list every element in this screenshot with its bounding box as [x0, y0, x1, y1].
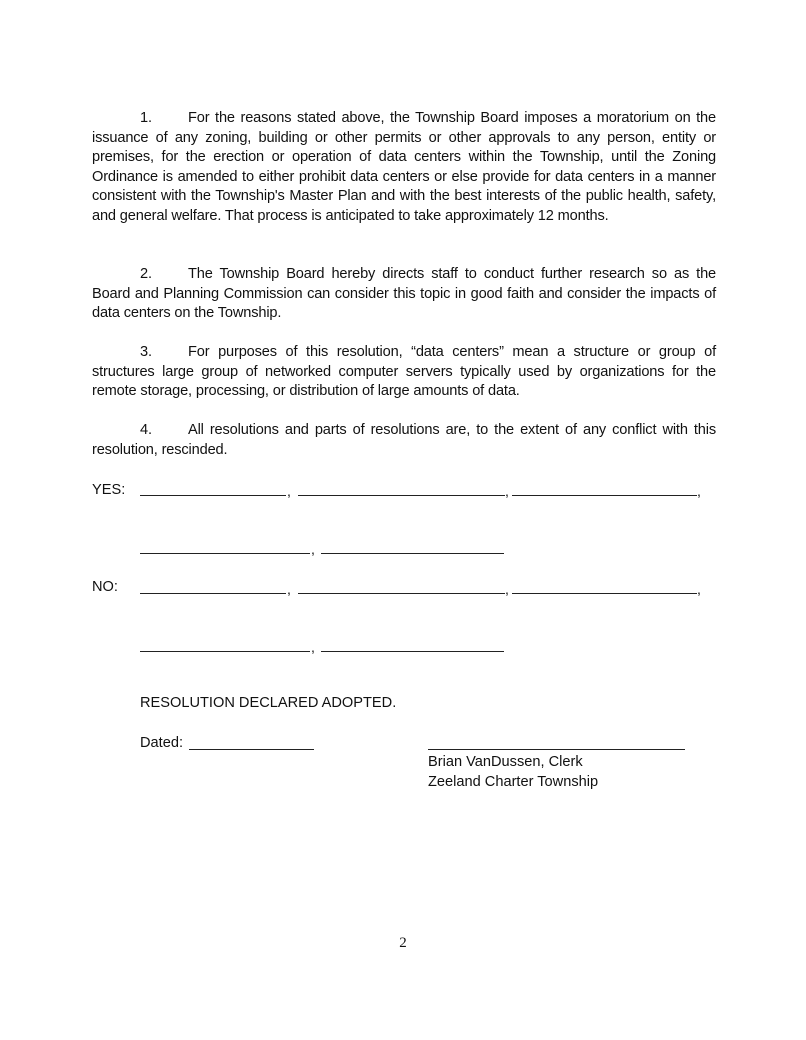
dated-blank[interactable]: [189, 749, 314, 750]
dated-label: Dated:: [140, 735, 183, 751]
resolution-adopted-statement: RESOLUTION DECLARED ADOPTED.: [140, 695, 397, 711]
yes-vote-blank-5[interactable]: [321, 553, 504, 554]
paragraph-text: For the reasons stated above, the Township Board imposes a moratorium on the issuance of any zoning, building or other permits or other approvals to any person, entity or premises, for the erection or operation of data centers within the Township, until the Zoning Ordinance is amended to either prohibit data centers or else provide for data centers in a manner consistent with the Township's Master Plan and with the best interests of the public health, safety, and general welfare. That process is anticipated to take approximately 12 months.: [92, 110, 716, 224]
no-vote-blank-4[interactable]: [140, 651, 310, 652]
paragraph-text: All resolutions and parts of resolutions are, to the extent of any conflict with this resolution, rescinded.: [92, 422, 716, 458]
no-vote-blank-5[interactable]: [321, 651, 504, 652]
vote-separator: ,: [505, 483, 509, 499]
paragraph-number: 1.: [140, 110, 152, 126]
paragraph-text: For purposes of this resolution, “data centers” mean a structure or group of structures large group of networked computer servers typically used by organizations for the remote storage, processing, or distribution of large amounts of data.: [92, 344, 716, 399]
paragraph-number: 3.: [140, 344, 152, 360]
vote-separator: ,: [311, 541, 315, 557]
vote-separator: ,: [287, 483, 291, 499]
signatory-organization: Zeeland Charter Township: [428, 774, 599, 790]
paragraph-text: The Township Board hereby directs staff to conduct further research so as the Board and Planning Commission can consider this topic in good faith and consider the impacts of data centers on the Township.: [92, 266, 716, 321]
vote-separator: ,: [697, 581, 701, 597]
vote-separator: ,: [505, 581, 509, 597]
yes-vote-blank-4[interactable]: [140, 553, 310, 554]
yes-vote-blank-2[interactable]: [298, 495, 505, 496]
no-vote-blank-3[interactable]: [512, 593, 697, 594]
signatory-name: Brian VanDussen, Clerk: [428, 754, 583, 770]
signature-line[interactable]: [428, 749, 685, 750]
resolution-paragraph-4: [92, 421, 716, 460]
paragraph-number: 4.: [140, 422, 152, 438]
yes-vote-label: YES:: [92, 482, 126, 498]
yes-vote-blank-1[interactable]: [140, 495, 286, 496]
resolution-paragraph-1: [92, 109, 716, 226]
vote-separator: ,: [697, 483, 701, 499]
no-vote-label: NO:: [92, 579, 118, 595]
resolution-paragraph-2: [92, 265, 716, 324]
page-number: 2: [399, 935, 407, 951]
paragraph-number: 2.: [140, 266, 152, 282]
no-vote-blank-2[interactable]: [298, 593, 505, 594]
resolution-paragraph-3: [92, 343, 716, 402]
vote-separator: ,: [287, 581, 291, 597]
vote-separator: ,: [311, 639, 315, 655]
no-vote-blank-1[interactable]: [140, 593, 286, 594]
yes-vote-blank-3[interactable]: [512, 495, 697, 496]
